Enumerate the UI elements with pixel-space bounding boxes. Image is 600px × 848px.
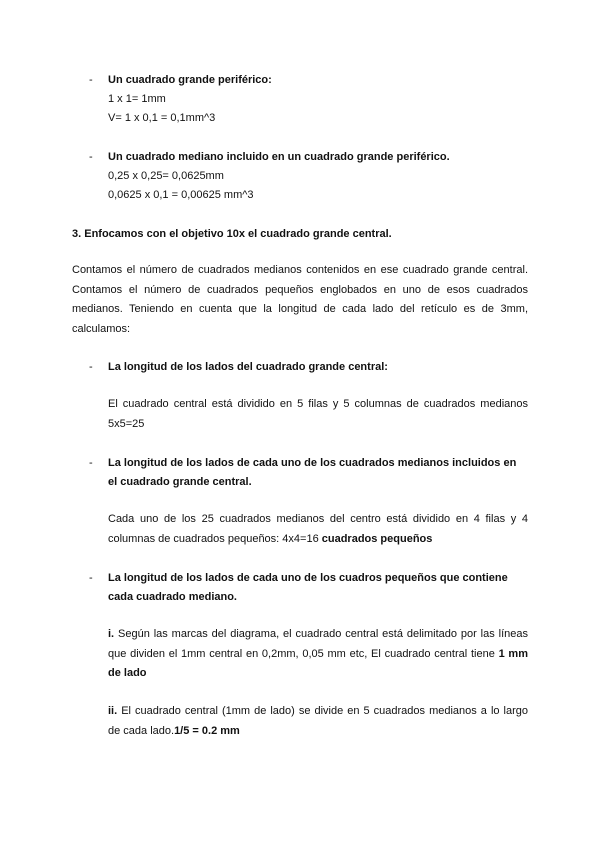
intro-paragraph: Contamos el número de cuadrados medianos contenidos en ese cuadrado grande central. Contamos el número de cuadrados pequeños englobados en uno de esos cuadrados medianos. Teniendo en cuenta que la longitud de cada lado del retículo es de 3mm, calculamos:	[72, 264, 528, 335]
bullet-title-line: cada cuadrado mediano.	[108, 591, 237, 603]
bullet-title-medium-square: Un cuadrado mediano incluido en un cuadrado grande periférico.	[108, 151, 450, 163]
sub-item-bold-text: 1/5 = 0.2 mm	[174, 724, 240, 737]
bullet-title-line: el cuadrado grande central.	[108, 476, 252, 488]
bullet-marker: -	[89, 74, 93, 86]
bullet-marker: -	[89, 572, 93, 584]
formula-volume: 0,0625 x 0,1 = 0,00625 mm^3	[108, 189, 254, 201]
formula-area: 0,25 x 0,25= 0,0625mm	[108, 170, 224, 182]
bullet-body	[108, 510, 528, 549]
bullet-title-line: La longitud de los lados de cada uno de los cuadrados medianos incluidos en	[108, 457, 517, 469]
bullet-marker: -	[89, 151, 93, 163]
section-heading: 3. Enfocamos con el objetivo 10x el cuadrado grande central.	[72, 228, 392, 240]
sub-item-bold-text: 1 mm de lado	[108, 647, 528, 679]
body-text: Cada uno de los 25 cuadrados medianos del centro está dividido en 4 filas y 4 columnas de cuadrados pequeños: 4x4=16	[108, 513, 528, 545]
bullet-title-peripheral-square: Un cuadrado grande periférico:	[108, 74, 272, 86]
formula-area: 1 x 1= 1mm	[108, 93, 166, 105]
sub-item-label: i.	[108, 628, 115, 640]
body-bold-text: cuadrados pequeños	[321, 532, 433, 545]
bullet-marker: -	[89, 361, 93, 373]
bullet-title-central-square: La longitud de los lados del cuadrado grande central:	[108, 361, 388, 373]
bullet-title-line: La longitud de los lados de cada uno de los cuadros pequeños que contiene	[108, 572, 508, 584]
sub-item-i	[108, 625, 528, 684]
sub-item-label: ii.	[108, 705, 118, 717]
sub-item-ii	[108, 702, 528, 741]
sub-item-text: Según las marcas del diagrama, el cuadrado central está delimitado por las líneas que dividen el 1mm central en 0,2mm, 0,05 mm etc, El cuadrado central tiene	[108, 628, 528, 660]
formula-volume: V= 1 x 0,1 = 0,1mm^3	[108, 112, 216, 124]
bullet-marker: -	[89, 457, 93, 469]
bullet-body: El cuadrado central está dividido en 5 filas y 5 columnas de cuadrados medianos 5x5=25	[108, 398, 528, 430]
sub-item-text: El cuadrado central (1mm de lado) se divide en 5 cuadrados medianos a lo largo de cada lado.	[108, 705, 528, 737]
